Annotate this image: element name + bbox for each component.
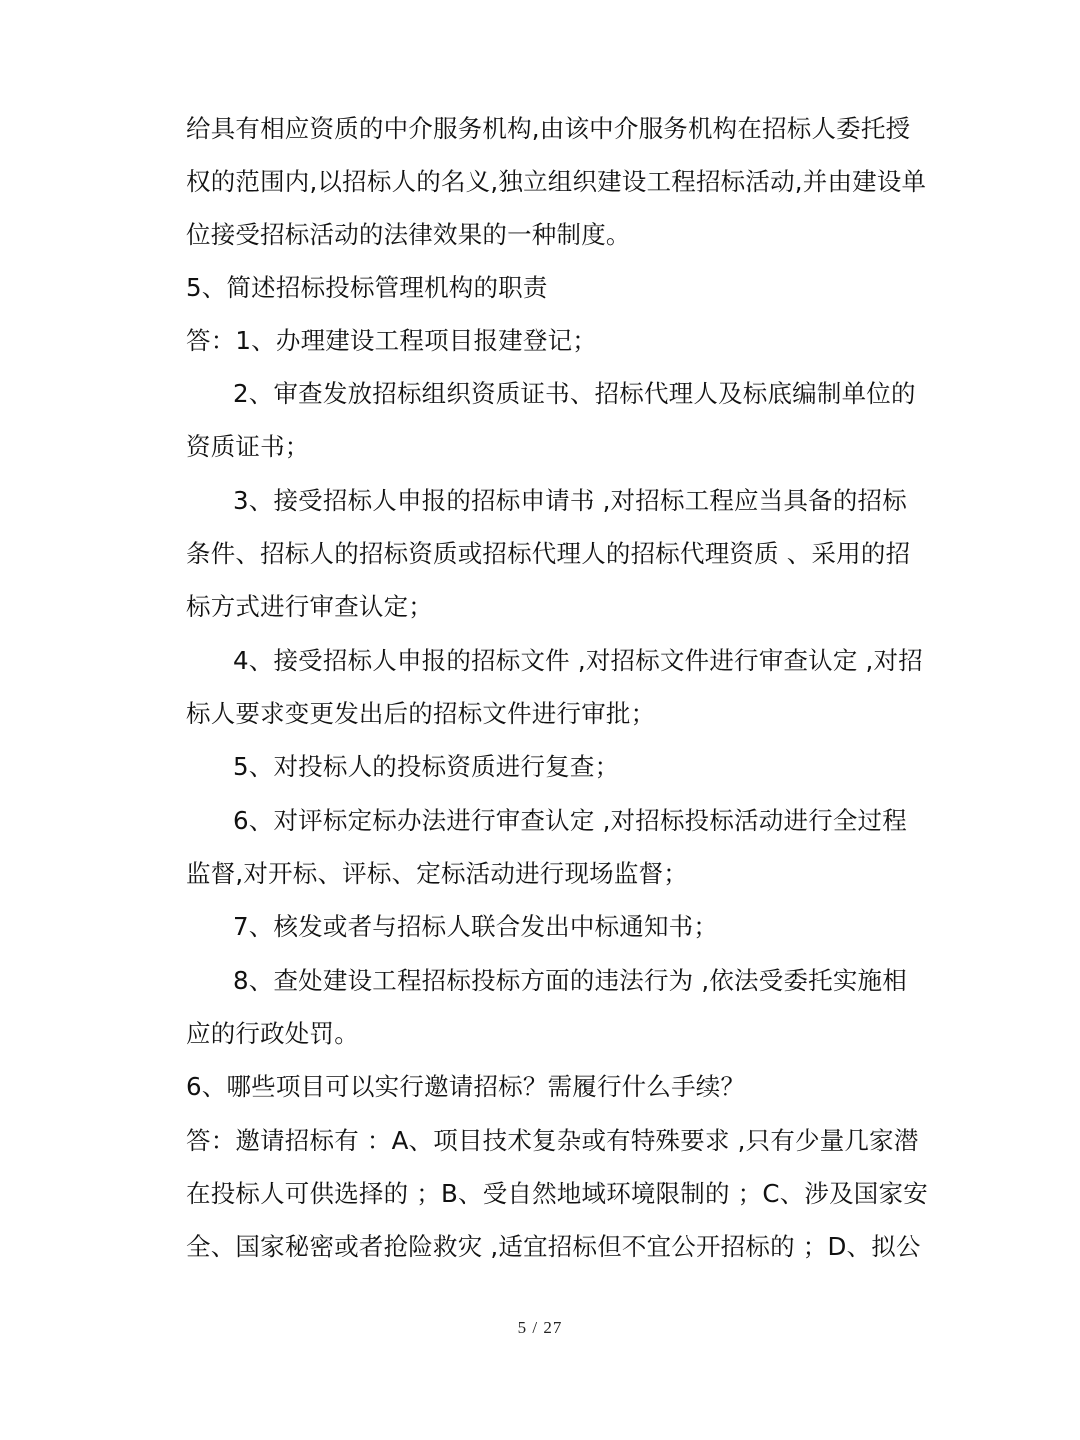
answer-5-item-6-cont: 监督,对开标、评标、定标活动进行现场监督；: [186, 859, 688, 888]
answer-5-item-3-cont-1: 条件、招标人的招标资质或招标代理人的招标代理资质 、采用的招: [186, 539, 911, 568]
question-5-heading: 5、简述招标投标管理机构的职责: [186, 273, 548, 302]
paragraph-line-3: 位接受招标活动的法律效果的一种制度。: [186, 220, 631, 249]
answer-5-item-1: 答：1、办理建设工程项目报建登记；: [186, 326, 597, 355]
answer-5-item-4-cont: 标人要求变更发出后的招标文件进行审批；: [186, 699, 656, 728]
paragraph-line-2: 权的范围内,以招标人的名义,独立组织建设工程招标活动,并由建设单: [186, 167, 927, 196]
question-6-heading: 6、哪些项目可以实行邀请招标？需履行什么手续？: [186, 1072, 746, 1101]
answer-5-item-5: 5、对投标人的投标资质进行复查；: [233, 752, 620, 781]
answer-5-item-7: 7、核发或者与招标人联合发出中标通知书；: [233, 912, 719, 941]
answer-5-item-3: 3、接受招标人申报的招标申请书 ,对招标工程应当具备的招标: [233, 486, 907, 515]
answer-5-item-8: 8、查处建设工程招标投标方面的违法行为 ,依法受委托实施相: [233, 966, 907, 995]
paragraph-line-1: 给具有相应资质的中介服务机构,由该中介服务机构在招标人委托授: [186, 114, 911, 143]
answer-5-item-8-cont: 应的行政处罚。: [186, 1019, 359, 1048]
answer-5-item-2-cont: 资质证书；: [186, 432, 310, 461]
answer-6-line-1: 答：邀请招标有 ：A、项目技术复杂或有特殊要求 ,只有少量几家潜: [186, 1126, 919, 1155]
answer-6-line-3: 全、国家秘密或者抢险救灾 ,适宜招标但不宜公开招标的 ；D、拟公: [186, 1232, 921, 1261]
answer-6-line-2: 在投标人可供选择的 ；B、受自然地域环境限制的 ；C、涉及国家安: [186, 1179, 928, 1208]
answer-5-item-4: 4、接受招标人申报的招标文件 ,对招标文件进行审查认定 ,对招: [233, 646, 923, 675]
answer-5-item-3-cont-2: 标方式进行审查认定；: [186, 592, 433, 621]
answer-5-item-6: 6、对评标定标办法进行审查认定 ,对招标投标活动进行全过程: [233, 806, 907, 835]
page-number: 5 / 27: [517, 1318, 563, 1337]
answer-5-item-2: 2、审查发放招标组织资质证书、招标代理人及标底编制单位的: [233, 379, 916, 408]
